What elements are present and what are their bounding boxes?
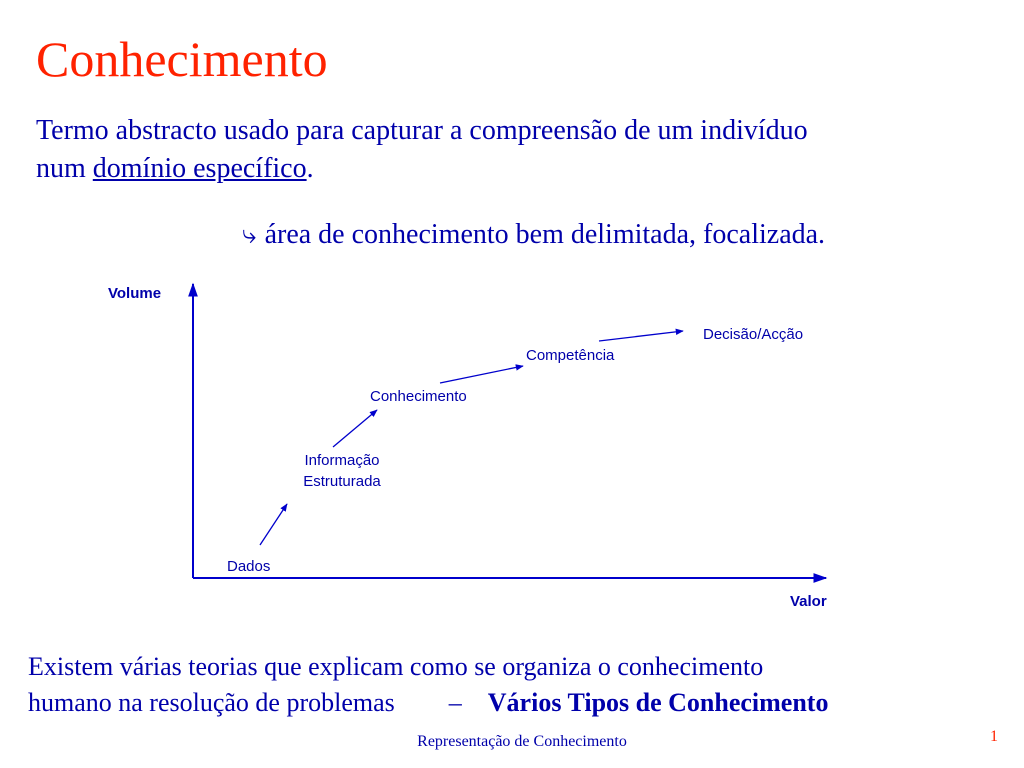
closing-line-1: Existem várias teorias que explicam como se organiza o conhecimento — [28, 652, 764, 681]
intro-line-2-suffix: . — [306, 153, 314, 184]
closing-paragraph — [28, 649, 1008, 721]
y-axis-label: Volume — [108, 285, 162, 302]
arrow-competencia-decisao — [599, 331, 683, 341]
stage-label-dados: Dados — [227, 558, 271, 575]
x-axis-label: Valor — [790, 593, 827, 610]
stage-label-conhecimento: Conhecimento — [370, 388, 467, 405]
page-number: 1 — [990, 728, 998, 745]
slide-title: Conhecimento — [36, 31, 328, 87]
intro-line-2-prefix: num — [36, 153, 93, 184]
intro-line-1: Termo abstracto usado para capturar a compreensão de um indivíduo — [36, 115, 808, 146]
stage-label-informacao: Informação — [304, 452, 380, 469]
arrow-informacao-conhecimento — [333, 410, 377, 447]
bullet-text: área de conhecimento bem delimitada, focalizada. — [264, 219, 826, 250]
stage-label-decisao: Decisão/Acção — [703, 326, 804, 343]
arrow-dados-informacao — [260, 504, 287, 545]
curved-arrow-icon: ⤷ — [242, 220, 257, 250]
slide-footer: Representação de Conhecimento — [417, 733, 627, 750]
stage-label-estruturada: Estruturada — [303, 473, 381, 490]
closing-line-2 — [28, 685, 1008, 721]
closing-emphasis: Vários Tipos de Conhecimento — [487, 688, 829, 717]
arrow-conhecimento-competencia — [440, 366, 523, 383]
stage-label-competencia: Competência — [526, 347, 615, 364]
intro-underlined-term: domínio específico — [92, 153, 307, 184]
closing-line-2-prefix: humano na resolução de problemas — [28, 688, 395, 717]
closing-dash: – — [448, 688, 462, 717]
